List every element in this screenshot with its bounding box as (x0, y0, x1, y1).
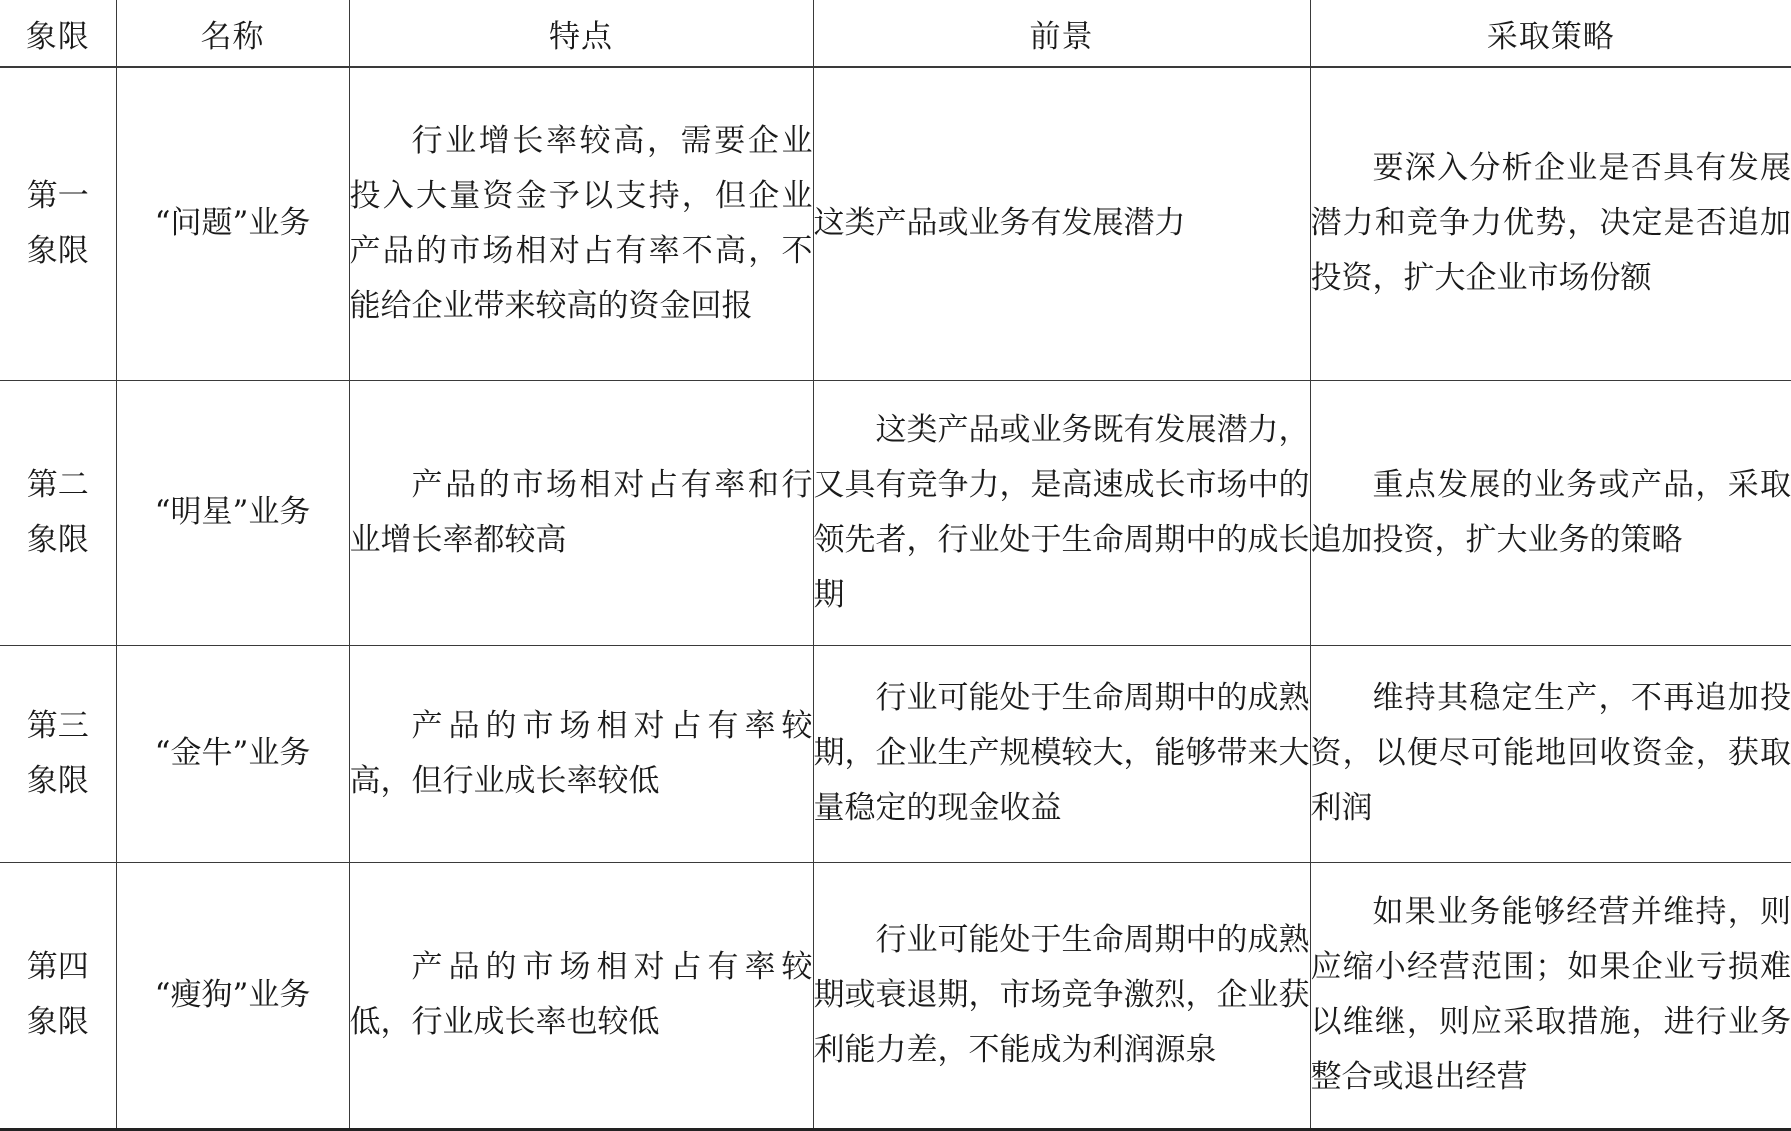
quadrant-cell (0, 862, 116, 1129)
business-name-cell: “金牛”业务 (116, 645, 349, 862)
quadrant-cell (0, 67, 116, 380)
quadrant-cell (0, 380, 116, 645)
outlook-cell: 这类产品或业务有发展潜力 (813, 67, 1310, 380)
feature-cell: 产品的市场相对占有率较低，行业成长率也较低 (349, 862, 813, 1129)
quadrant-cell (0, 645, 116, 862)
outlook-cell: 行业可能处于生命周期中的成熟期或衰退期，市场竞争激烈，企业获利能力差，不能成为利润源泉 (813, 862, 1310, 1129)
quadrant-line: 象限 (26, 762, 89, 799)
table-row (0, 380, 1791, 645)
header-feature: 特点 (349, 0, 813, 67)
header-row (0, 0, 1791, 67)
quadrant-line: 第四 (26, 949, 89, 985)
outlook-cell: 这类产品或业务既有发展潜力，又具有竞争力，是高速成长市场中的领先者，行业处于生命周期中的成长期 (813, 380, 1310, 645)
strategy-cell: 重点发展的业务或产品，采取追加投资，扩大业务的策略 (1310, 380, 1791, 645)
business-name-cell: “问题”业务 (116, 67, 349, 380)
quadrant-line: 象限 (26, 232, 89, 269)
header-outlook: 前景 (813, 0, 1310, 67)
strategy-cell: 维持其稳定生产，不再追加投资，以便尽可能地回收资金，获取利润 (1310, 645, 1791, 862)
business-name-cell: “明星”业务 (116, 380, 349, 645)
header-strategy: 采取策略 (1310, 0, 1791, 67)
header-quadrant: 象限 (0, 0, 116, 67)
business-name-cell: “瘦狗”业务 (116, 862, 349, 1129)
feature-cell: 产品的市场相对占有率较高，但行业成长率较低 (349, 645, 813, 862)
strategy-cell: 如果业务能够经营并维持，则应缩小经营范围；如果企业亏损难以维继，则应采取措施，进行业务整合或退出经营 (1310, 862, 1791, 1129)
quadrant-line: 象限 (26, 1004, 89, 1040)
feature-cell: 行业增长率较高，需要企业投入大量资金予以支持，但企业产品的市场相对占有率不高，不能给企业带来较高的资金回报 (349, 67, 813, 380)
strategy-cell: 要深入分析企业是否具有发展潜力和竞争力优势，决定是否追加投资，扩大企业市场份额 (1310, 67, 1791, 380)
feature-cell: 产品的市场相对占有率和行业增长率都较高 (349, 380, 813, 645)
outlook-cell: 行业可能处于生命周期中的成熟期，企业生产规模较大，能够带来大量稳定的现金收益 (813, 645, 1310, 862)
table-row (0, 862, 1791, 1129)
header-name: 名称 (116, 0, 349, 67)
table-row (0, 67, 1791, 380)
quadrant-line: 第二 (26, 466, 89, 503)
quadrant-line: 象限 (26, 521, 89, 558)
quadrant-line: 第三 (26, 707, 89, 744)
table-row (0, 645, 1791, 862)
quadrant-line: 第一 (26, 177, 89, 214)
